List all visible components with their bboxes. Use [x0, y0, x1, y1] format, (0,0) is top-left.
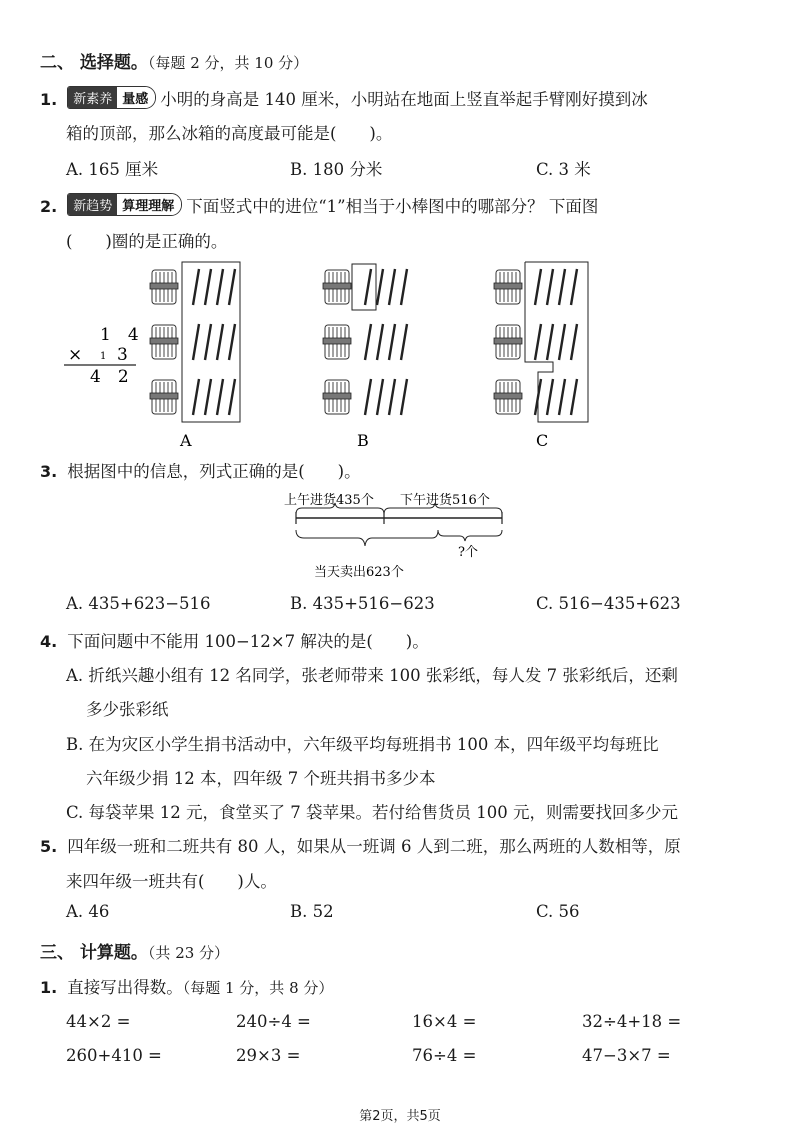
question-4: 4. 下面问题中不能用 100−12×7 解决的是( )。	[40, 632, 429, 651]
option-c: C. 56	[536, 902, 580, 921]
line-segment-diagram	[280, 490, 520, 582]
calc-item: 44×2 =	[66, 1012, 131, 1031]
page-footer: 第2页，共5页	[359, 1109, 441, 1124]
question-5-line2: 来四年级一班共有( )人。	[66, 872, 277, 891]
option-c: C. 每袋苹果 12 元，食堂买了 7 袋苹果。若付给售货员 100 元，则需要找回多少元	[66, 803, 678, 822]
option-b: B. 180 分米	[290, 160, 383, 179]
sold-label: 当天卖出623个	[314, 565, 404, 580]
option-a-cont: 多少张彩纸	[86, 700, 169, 719]
calc-item: 260+410 =	[66, 1046, 162, 1065]
unknown-label: ?个	[458, 545, 478, 560]
label-b: B	[357, 431, 369, 450]
option-b: B. 52	[290, 902, 334, 921]
multiply-sign: ×	[68, 345, 83, 365]
option-c: C. 516−435+623	[536, 594, 681, 613]
option-a: A. 165 厘米	[66, 160, 159, 179]
carry-digit: 1	[100, 351, 107, 362]
tag-badge: 新趋势 算理理解	[67, 193, 182, 216]
option-a: A. 46	[66, 902, 110, 921]
stick-diagrams	[140, 250, 610, 450]
question-2-line2: ( )圈的是正确的。	[66, 232, 228, 251]
calc-item: 32÷4+18 =	[582, 1012, 682, 1031]
question-5: 5. 四年级一班和二班共有 80 人，如果从一班调 6 人到二班，那么两班的人数相等，原	[40, 837, 681, 856]
multiplier: 3	[117, 345, 128, 365]
calc-item: 16×4 =	[412, 1012, 477, 1031]
calc-item: 240÷4 =	[236, 1012, 311, 1031]
calc-question-1: 1. 直接写出得数。（每题 1 分，共 8 分）	[40, 978, 334, 997]
question-1-line2: 箱的顶部，那么冰箱的高度最可能是( )。	[66, 124, 393, 143]
calc-item: 47−3×7 =	[582, 1046, 671, 1065]
question-1: 1. 新素养 量感 小明的身高是 140 厘米，小明站在地面上竖直举起手臂刚好摸到冰	[40, 86, 648, 110]
diagram-a	[150, 262, 240, 422]
question-3: 3. 根据图中的信息，列式正确的是( )。	[40, 462, 361, 481]
vertical-calculation	[60, 322, 140, 384]
option-c: C. 3 米	[536, 160, 591, 179]
diagram-b	[323, 264, 407, 415]
option-a: A. 折纸兴趣小组有 12 名同学，张老师带来 100 张彩纸，每人发 7 张彩纸后，还剩	[66, 666, 678, 685]
label-c: C	[536, 431, 549, 450]
calc-item: 76÷4 =	[412, 1046, 477, 1065]
section-title: 二、 选择题。（每题 2 分，共 10 分）	[40, 53, 309, 73]
section-title: 三、 计算题。（共 23 分）	[40, 943, 230, 963]
morning-label: 上午进货435个	[284, 493, 374, 508]
question-2: 2. 新趋势 算理理解 下面竖式中的进位“1”相当于小棒图中的哪部分？ 下面图	[40, 193, 598, 217]
multiplicand: 1 4	[100, 325, 139, 345]
tag-badge: 新素养 量感	[67, 86, 156, 109]
option-b-cont: 六年级少捐 12 本，四年级 7 个班共捐书多少本	[86, 769, 436, 788]
product: 4 2	[90, 367, 129, 384]
label-a: A	[180, 431, 192, 450]
calc-item: 29×3 =	[236, 1046, 301, 1065]
option-b: B. 435+516−623	[290, 594, 435, 613]
afternoon-label: 下午进货516个	[400, 493, 490, 508]
option-a: A. 435+623−516	[66, 594, 211, 613]
option-b: B. 在为灾区小学生捐书活动中，六年级平均每班捐书 100 本，四年级平均每班比	[66, 735, 659, 754]
diagram-c	[494, 262, 588, 422]
